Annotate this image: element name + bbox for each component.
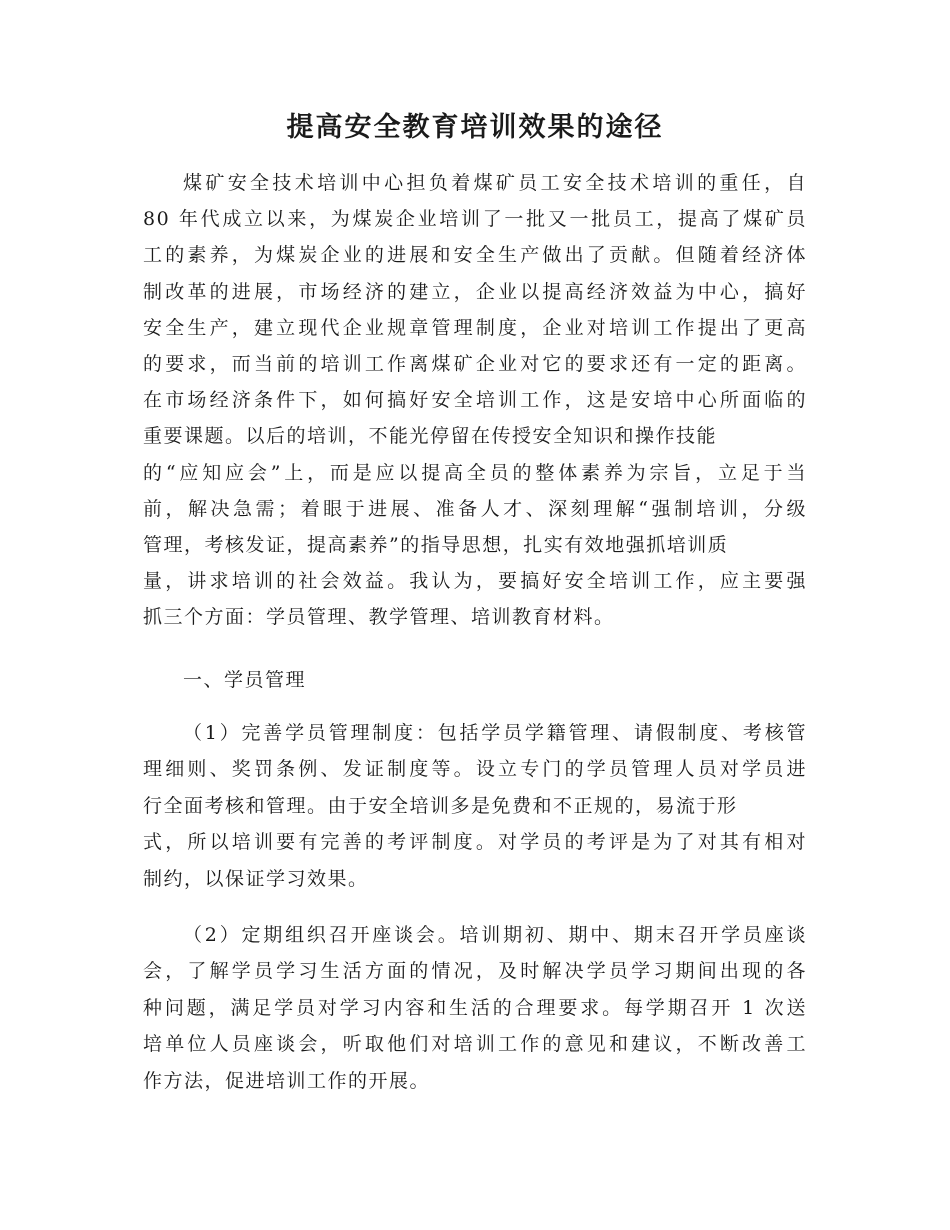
text-line: 前，解决急需；着眼于进展、准备人才、深刻理解“强制培训，分级 — [143, 497, 807, 520]
text-line: 行全面考核和管理。由于安全培训多是免费和不正规的，易流于形 — [143, 794, 738, 817]
paragraph-intro — [143, 165, 807, 635]
text-line: 制改革的进展，市场经济的建立，企业以提高经济效益为中心，搞好 — [143, 280, 807, 303]
text-line: 培单位人员座谈会，听取他们对培训工作的意见和建议，不断改善工 — [143, 1033, 807, 1056]
text-line: （1）完善学员管理制度：包括学员学籍管理、请假制度、考核管 — [183, 722, 807, 744]
text-line: 在市场经济条件下，如何搞好安全培训工作，这是安培中心所面临的 — [143, 389, 807, 412]
paragraph-item-2 — [143, 917, 807, 1099]
text-line: 制约，以保证学习效果。 — [143, 867, 369, 890]
section-heading: 一、学员管理 — [183, 669, 307, 691]
text-line: 管理，考核发证，提高素养”的指导思想，扎实有效地强抓培训质 — [143, 533, 729, 556]
text-line: 重要课题。以后的培训，不能光停留在传授安全知识和操作技能 — [143, 425, 718, 448]
text-line: 安全生产，建立现代企业规章管理制度，企业对培训工作提出了更高 — [143, 316, 807, 339]
text-line: 煤矿安全技术培训中心担负着煤矿员工安全技术培训的重任，自 — [183, 172, 807, 194]
text-line: 会，了解学员学习生活方面的情况，及时解决学员学习期间出现的各 — [143, 960, 807, 983]
text-line: 作方法，促进培训工作的开展。 — [143, 1069, 431, 1092]
text-line: 种问题，满足学员对学习内容和生活的合理要求。每学期召开 1 次送 — [143, 996, 807, 1019]
text-line: 式，所以培训要有完善的考评制度。对学员的考评是为了对其有相对 — [143, 831, 807, 854]
text-line: 理细则、奖罚条例、发证制度等。设立专门的学员管理人员对学员进 — [143, 758, 807, 781]
document-title: 提高安全教育培训效果的途径 — [286, 112, 664, 143]
text-line: 工的素养，为煤炭企业的进展和安全生产做出了贡献。但随着经济体 — [143, 244, 807, 267]
text-line: 80 年代成立以来，为煤炭企业培训了一批又一批员工，提高了煤矿员 — [143, 208, 807, 231]
text-line: 抓三个方面：学员管理、教学管理、培训教育材料。 — [143, 606, 615, 629]
text-line: 的要求，而当前的培训工作离煤矿企业对它的要求还有一定的距离。 — [143, 352, 807, 375]
text-line: 的“应知应会”上，而是应以提高全员的整体素养为宗旨，立足于当 — [143, 461, 807, 484]
paragraph-item-1 — [143, 715, 807, 897]
text-line: （2）定期组织召开座谈会。培训期初、期中、期末召开学员座谈 — [183, 924, 807, 946]
text-line: 量，讲求培训的社会效益。我认为，要搞好安全培训工作，应主要强 — [143, 570, 807, 593]
section-heading-block — [143, 662, 807, 698]
